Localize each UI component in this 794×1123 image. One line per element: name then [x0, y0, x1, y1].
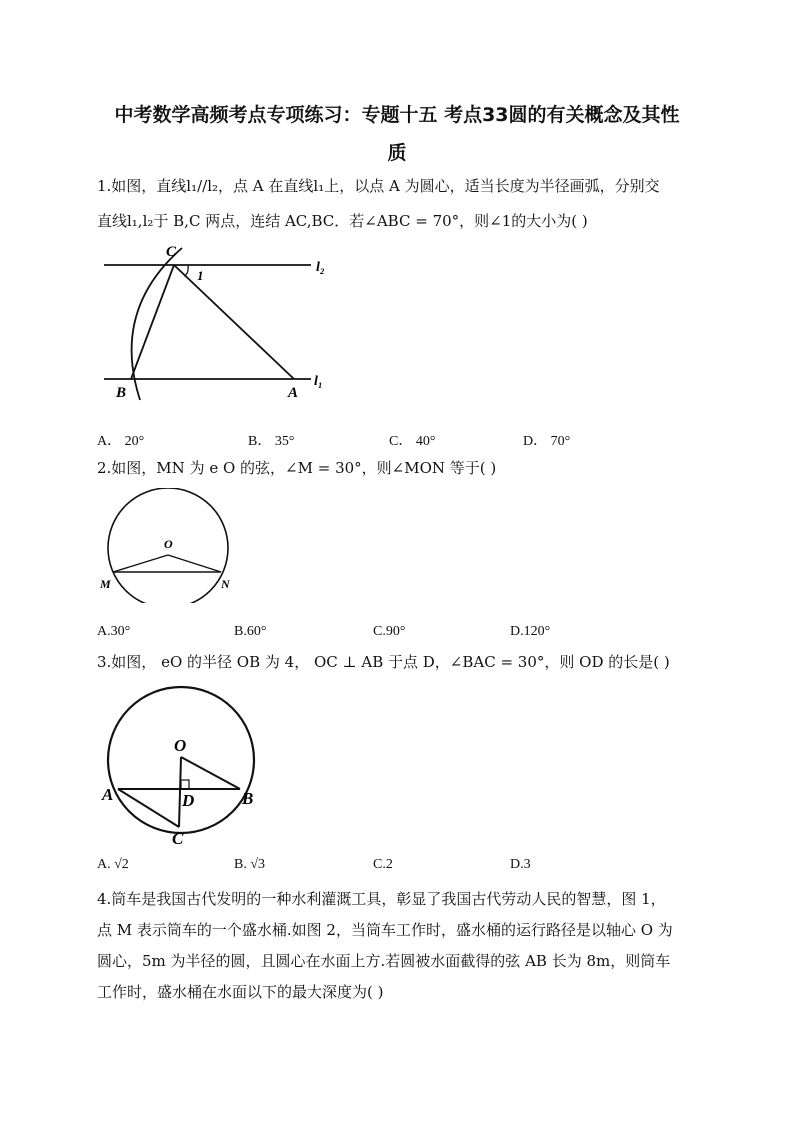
q1-text-line-2: 直线l₁,l₂于 B,C 两点，连结 AC,BC．若∠ABC = 70°，则∠1的大小为( ): [97, 212, 588, 230]
right-angle-mark: [181, 780, 189, 789]
title-line-1: 中考数学高频考点专项练习：专题十五 考点33圆的有关概念及其性: [114, 104, 680, 126]
q1-option-c[interactable]: C． 40°: [389, 434, 436, 449]
document-title: [80, 96, 714, 172]
q4-text-line-4: 工作时，盛水桶在水面以下的最大深度为( ): [97, 983, 384, 1001]
label-angle-1: 1: [197, 268, 204, 283]
label-n: N: [221, 577, 230, 591]
label-l1: l₁: [314, 374, 323, 389]
q2-option-c[interactable]: C.90°: [373, 624, 406, 639]
label-a: A: [102, 785, 114, 804]
q2-option-a[interactable]: A.30°: [97, 624, 131, 639]
q3-option-c[interactable]: C.2: [373, 857, 393, 872]
q2-option-d[interactable]: D.120°: [510, 624, 551, 639]
title-line-2: 质: [387, 142, 407, 164]
label-c: C: [172, 829, 184, 848]
q1-figure: [96, 240, 356, 405]
q1-text-line-1: 1.如图，直线l₁//l₂，点 A 在直线l₁上，以点 A 为圆心，适当长度为半径画弧，分别交: [97, 177, 660, 195]
q2-option-b[interactable]: B.60°: [234, 624, 267, 639]
arc-centered-a: [132, 248, 182, 400]
segment-ob: [181, 757, 240, 789]
q1-option-a[interactable]: A． 20°: [97, 434, 145, 449]
label-o: O: [164, 537, 173, 551]
label-l2: l₂: [316, 260, 325, 275]
segment-ca: [174, 265, 294, 379]
q4-text-line-3: 圆心，5m 为半径的圆，且圆心在水面上方.若圆被水面截得的弦 AB 长为 8m，则筒车: [97, 952, 671, 970]
q4-text-line-1: 4.筒车是我国古代发明的一种水利灌溉工具，彰显了我国古代劳动人民的智慧，图 1，: [97, 890, 666, 908]
label-a: A: [288, 385, 299, 401]
segment-oc: [179, 757, 181, 827]
q1-option-d[interactable]: D． 70°: [523, 434, 571, 449]
label-o: O: [174, 736, 187, 755]
label-d: D: [182, 791, 195, 810]
q3-option-a[interactable]: A. √2: [97, 857, 129, 872]
radius-on: [168, 555, 221, 572]
label-c: C: [166, 244, 177, 260]
radius-om: [113, 555, 168, 572]
q3-text-line-1: 3.如图， eO 的半径 OB 为 4， OC ⊥ AB 于点 D，∠BAC = 30°，则 OD 的长是( ): [97, 653, 670, 671]
q1-option-b[interactable]: B． 35°: [248, 434, 295, 449]
q2-text-line-1: 2.如图，MN 为 e O 的弦，∠M = 30°，则∠MON 等于( ): [97, 459, 497, 477]
q3-option-b[interactable]: B. √3: [234, 857, 266, 872]
q3-figure: [96, 683, 276, 848]
label-b: B: [242, 789, 254, 808]
label-b: B: [116, 385, 127, 401]
q3-option-d[interactable]: D.3: [510, 857, 531, 872]
q2-figure: [96, 488, 246, 603]
label-m: M: [100, 577, 111, 591]
q4-text-line-2: 点 M 表示筒车的一个盛水桶.如图 2，当筒车工作时，盛水桶的运行路径是以轴心 O 为: [97, 921, 673, 939]
